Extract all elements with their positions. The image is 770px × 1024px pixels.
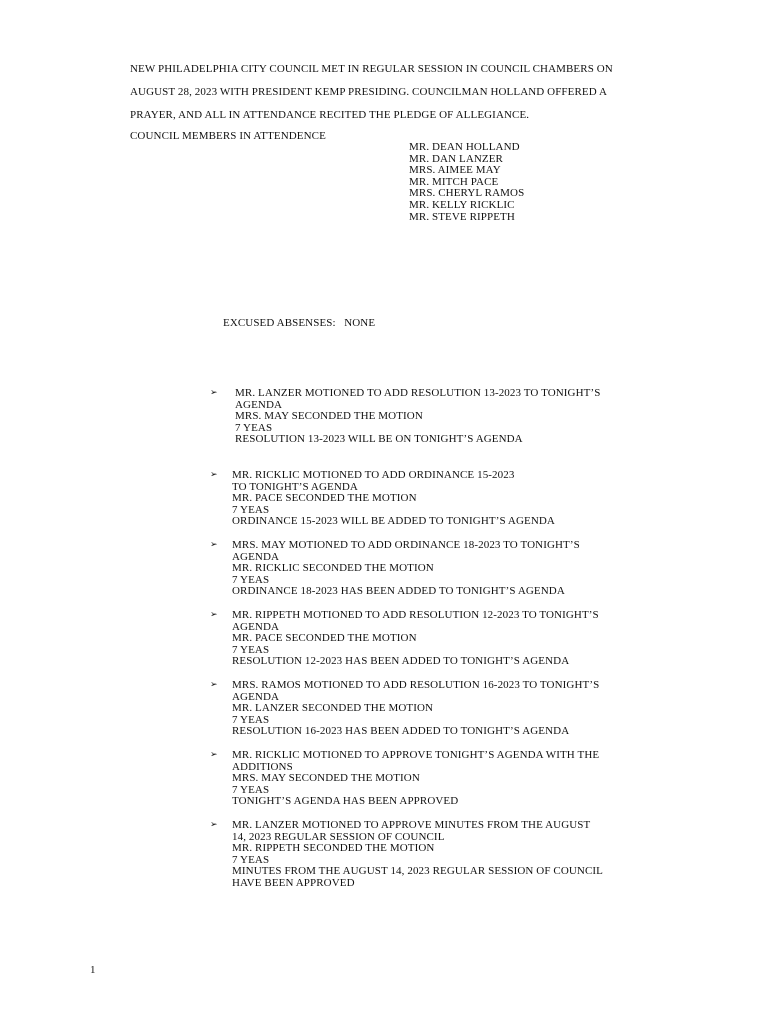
motion-line: MR. LANZER SECONDED THE MOTION xyxy=(232,702,434,715)
motion-line: 14, 2023 REGULAR SESSION OF COUNCIL xyxy=(232,830,445,843)
motion-line: AGENDA xyxy=(232,690,280,703)
motion-line: RESOLUTION 16-2023 HAS BEEN ADDED TO TONIGHT’S AGENDA xyxy=(232,725,570,738)
motion-line: HAVE BEEN APPROVED xyxy=(232,876,355,889)
motion-line: 7 YEAS xyxy=(232,573,270,586)
motion-line: MINUTES FROM THE AUGUST 14, 2023 REGULAR SESSION OF COUNCIL xyxy=(232,865,603,878)
motion-line: TO TONIGHT’S AGENDA xyxy=(232,480,358,493)
intro-line: AUGUST 28, 2023 WITH PRESIDENT KEMP PRESIDING. COUNCILMAN HOLLAND OFFERED A xyxy=(130,85,608,98)
motion-line: ORDINANCE 18-2023 HAS BEEN ADDED TO TONIGHT’S AGENDA xyxy=(232,585,565,598)
arrow-bullet-icon: ➢ xyxy=(210,540,218,550)
motion-line: MR. RICKLIC MOTIONED TO APPROVE TONIGHT’S AGENDA WITH THE xyxy=(232,749,600,761)
motion-line: MR. RIPPETH SECONDED THE MOTION xyxy=(232,842,435,855)
motion-line: MRS. MAY SECONDED THE MOTION xyxy=(232,772,420,785)
motion-line: MR. RICKLIC MOTIONED TO ADD ORDINANCE 15-2023 xyxy=(232,469,515,481)
motion-line: TONIGHT’S AGENDA HAS BEEN APPROVED xyxy=(232,795,459,808)
intro-line: NEW PHILADELPHIA CITY COUNCIL MET IN REGULAR SESSION IN COUNCIL CHAMBERS ON xyxy=(130,62,613,75)
attendance-members xyxy=(409,142,524,223)
member-name: MR. MITCH PACE xyxy=(409,175,499,188)
motion-line: AGENDA xyxy=(232,550,280,563)
intro-paragraph xyxy=(130,52,690,133)
motion-line: MR. PACE SECONDED THE MOTION xyxy=(232,492,417,505)
arrow-bullet-icon: ➢ xyxy=(210,610,218,620)
motion-line: MR. LANZER MOTIONED TO ADD RESOLUTION 13-2023 TO TONIGHT’S xyxy=(235,387,601,399)
member-name: MRS. AIMEE MAY xyxy=(409,164,501,177)
arrow-bullet-icon: ➢ xyxy=(210,470,218,480)
motion-line: RESOLUTION 12-2023 HAS BEEN ADDED TO TONIGHT’S AGENDA xyxy=(232,655,570,668)
motion-line: MR. PACE SECONDED THE MOTION xyxy=(232,632,417,645)
motion-line: 7 YEAS xyxy=(232,783,270,796)
member-name: MR. DAN LANZER xyxy=(409,152,503,165)
motion-line: AGENDA xyxy=(232,620,280,633)
intro-line: PRAYER, AND ALL IN ATTENDANCE RECITED THE PLEDGE OF ALLEGIANCE. xyxy=(130,108,530,121)
motion-line: 7 YEAS xyxy=(232,713,270,726)
motion-line: MR. RICKLIC SECONDED THE MOTION xyxy=(232,562,434,575)
motion-line: AGENDA xyxy=(235,398,283,411)
motion-line: MRS. MAY SECONDED THE MOTION xyxy=(235,410,423,423)
motion-line: ADDITIONS xyxy=(232,760,293,773)
member-name: MRS. CHERYL RAMOS xyxy=(409,187,525,200)
motion-line: 7 YEAS xyxy=(235,421,273,434)
excused-absences: EXCUSED ABSENSES: NONE xyxy=(223,317,376,329)
motion-line: 7 YEAS xyxy=(232,503,270,516)
member-name: MR. KELLY RICKLIC xyxy=(409,198,515,211)
motion-line: ORDINANCE 15-2023 WILL BE ADDED TO TONIGHT’S AGENDA xyxy=(232,515,555,528)
motion-line: 7 YEAS xyxy=(232,853,270,866)
motion-line: MR. LANZER MOTIONED TO APPROVE MINUTES FROM THE AUGUST xyxy=(232,819,591,831)
motion-line: 7 YEAS xyxy=(232,643,270,656)
arrow-bullet-icon: ➢ xyxy=(210,388,218,398)
arrow-bullet-icon: ➢ xyxy=(210,680,218,690)
motion-line: MRS. MAY MOTIONED TO ADD ORDINANCE 18-2023 TO TONIGHT’S xyxy=(232,539,580,551)
motion-line: MR. RIPPETH MOTIONED TO ADD RESOLUTION 12-2023 TO TONIGHT’S xyxy=(232,609,599,621)
arrow-bullet-icon: ➢ xyxy=(210,750,218,760)
page-number: 1 xyxy=(90,964,96,976)
member-name: MR. STEVE RIPPETH xyxy=(409,210,515,223)
member-name: MR. DEAN HOLLAND xyxy=(409,141,520,153)
motion-line: MRS. RAMOS MOTIONED TO ADD RESOLUTION 16-2023 TO TONIGHT’S xyxy=(232,679,600,691)
attendance-label: COUNCIL MEMBERS IN ATTENDENCE xyxy=(130,130,326,142)
arrow-bullet-icon: ➢ xyxy=(210,820,218,830)
motion-line: RESOLUTION 13-2023 WILL BE ON TONIGHT’S AGENDA xyxy=(235,433,523,446)
